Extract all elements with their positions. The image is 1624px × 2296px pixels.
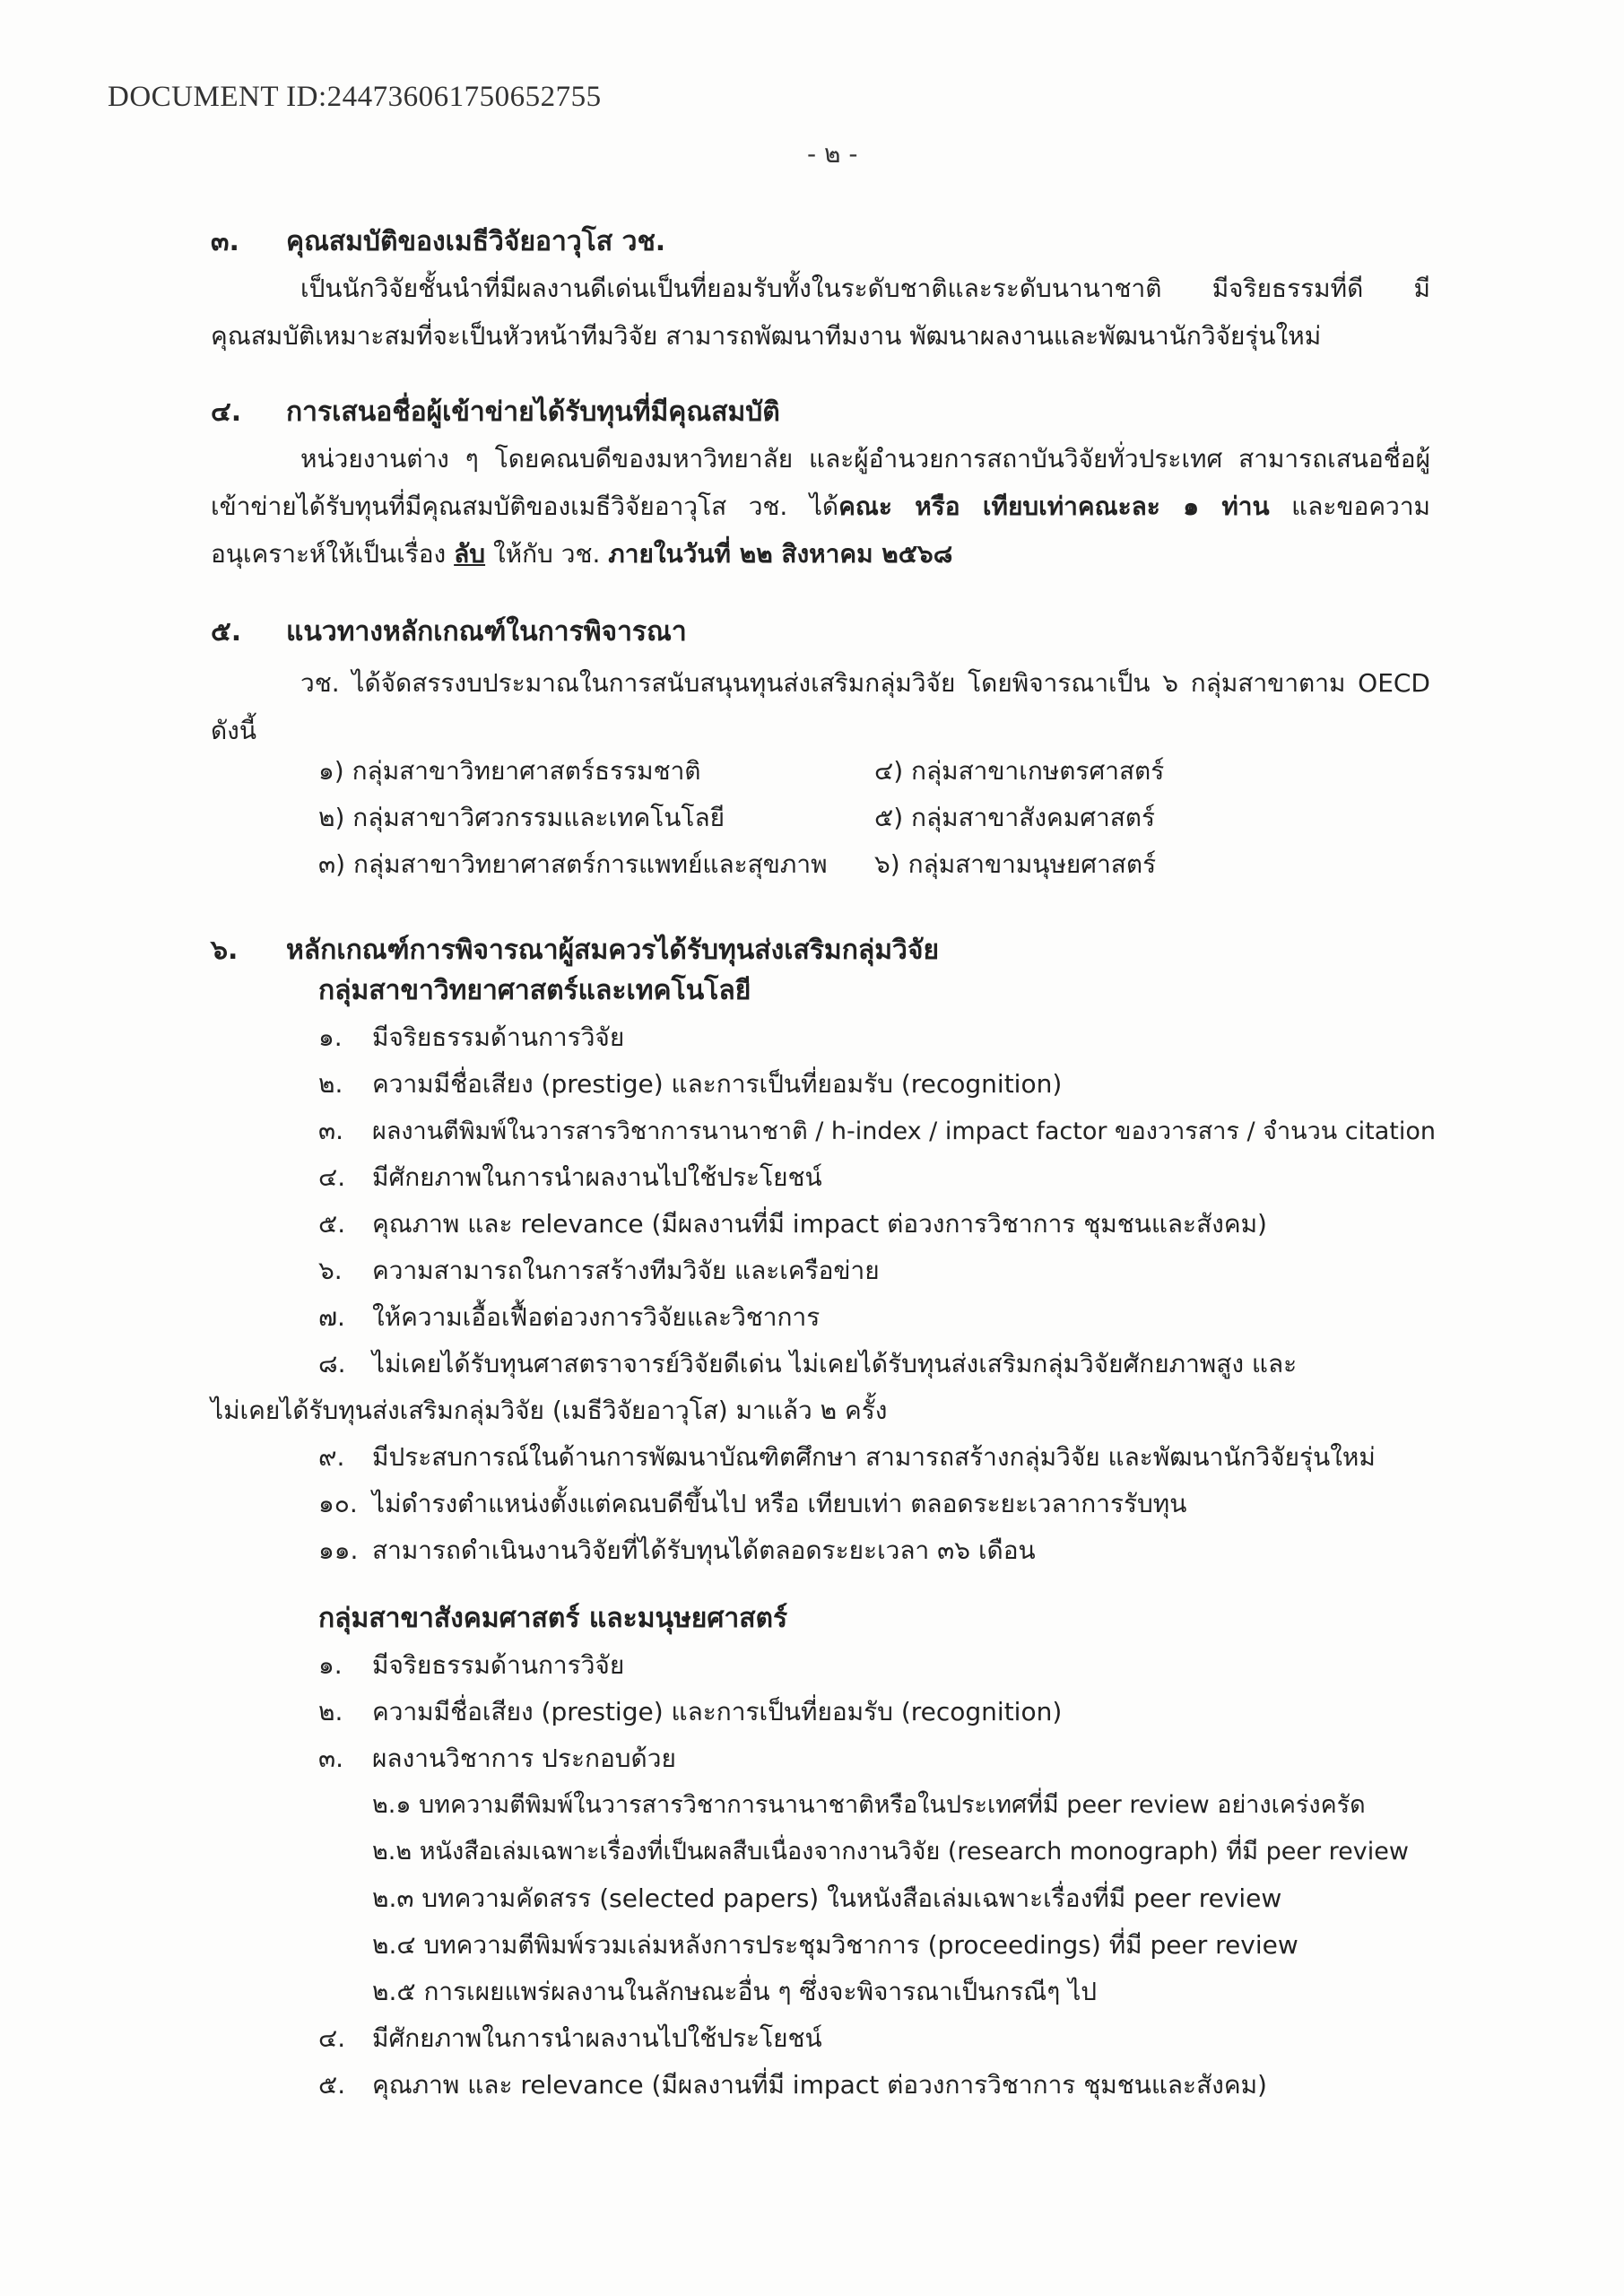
confidential-text: ลับ [454,539,486,569]
criteria-item: ๘. ไม่เคยได้รับทุนศาสตราจารย์วิจัยดีเด่น ไม่เคยได้รับทุนส่งเสริมกลุ่มวิจัยศักยภาพสูง และ [318,1349,1298,1378]
criteria-subitem: ๒.๕ การเผยแพร่ผลงานในลักษณะอื่น ๆ ซึ่งจะพิจารณาเป็นกรณีๆ ไป [372,1977,1098,2006]
field-group: ๖) กลุ่มสาขามนุษยศาสตร์ [874,849,1157,879]
page-number: - ๒ - [807,139,858,169]
section-number: ๕. [211,616,242,648]
criteria-subitem: ๒.๒ หนังสือเล่มเฉพาะเรื่องที่เป็นผลสืบเนื่องจากงานวิจัย (research monograph) ที่มี peer review [372,1838,1409,1866]
field-group: ๒) กลุ่มสาขาวิศวกรรมและเทคโนโลยี [318,803,725,832]
field-group: ๕) กลุ่มสาขาสังคมศาสตร์ [874,803,1156,832]
criteria-item: ๖. ความสามารถในการสร้างทีมวิจัย และเครือข่าย [318,1256,880,1285]
soc-group-title: กลุ่มสาขาสังคมศาสตร์ และมนุษยศาสตร์ [318,1603,788,1634]
field-group: ๑) กลุ่มสาขาวิทยาศาสตร์ธรรมชาติ [318,756,701,786]
section-title: หลักเกณฑ์การพิจารณาผู้สมควรได้รับทุนส่งเสริมกลุ่มวิจัย [286,935,940,966]
deadline-text: ภายในวันที่ ๒๒ สิงหาคม ๒๕๖๘ [608,539,953,569]
section-3-body: เป็นนักวิจัยชั้นนำที่มีผลงานดีเด่นเป็นที่ยอมรับทั้งในระดับชาติและระดับนานาชาติ มีจริยธรรมที่ดี มีคุณสมบัติเหมาะสมที่จะเป็นหัวหน้าทีมวิจัย สามารถพัฒนาทีมงาน พัฒนาผลงานและพัฒนานักวิจัยรุ่นใหม่ [211,274,1430,351]
section-title: แนวทางหลักเกณฑ์ในการพิจารณา [286,616,687,648]
section-title: การเสนอชื่อผู้เข้าข่ายได้รับทุนที่มีคุณสมบัติ [286,396,780,428]
criteria-item: ๓. ผลงานวิชาการ ประกอบด้วย [318,1744,676,1773]
criteria-item: ๙. มีประสบการณ์ในด้านการพัฒนาบัณฑิตศึกษา สามารถสร้างกลุ่มวิจัย และพัฒนานักวิจัยรุ่นใหม่ [318,1442,1376,1472]
body-text: หน่วยงานต่าง ๆ โดยคณบดีของมหาวิทยาลัย และผู้อำนวยการสถาบันวิจัยทั่วประเทศ สามารถเสนอชื่อผู้เข้าข่ายได้รับทุนที่มีคุณสมบัติของเมธีวิจัยอาวุโส วช. ได้ [211,444,1430,521]
sci-group-title: กลุ่มสาขาวิทยาศาสตร์และเทคโนโลยี [318,975,751,1006]
section-5-heading [211,614,687,650]
field-group: ๓) กลุ่มสาขาวิทยาศาสตร์การแพทย์และสุขภาพ [318,849,828,879]
criteria-subitem: ๒.๔ บทความตีพิมพ์รวมเล่มหลังการประชุมวิชาการ (proceedings) ที่มี peer review [372,1930,1298,1960]
criteria-item: ๑๑. สามารถดำเนินงานวิจัยที่ได้รับทุนได้ตลอดระยะเวลา ๓๖ เดือน [318,1535,1036,1565]
criteria-subitem: ๒.๑ บทความตีพิมพ์ในวารสารวิชาการนานาชาติหรือในประเทศที่มี peer review อย่างเคร่งครัด [372,1791,1366,1819]
criteria-item: ๒. ความมีชื่อเสียง (prestige) และการเป็นที่ยอมรับ (recognition) [318,1069,1063,1099]
criteria-item: ๔. มีศักยภาพในการนำผลงานไปใช้ประโยชน์ [318,1162,822,1192]
section-4-body [211,435,1430,578]
criteria-item: ๒. ความมีชื่อเสียง (prestige) และการเป็นที่ยอมรับ (recognition) [318,1697,1063,1726]
section-number: ๔. [211,396,242,428]
document-id: DOCUMENT ID:244736061750652755 [108,81,602,113]
section-number: ๓. [211,226,239,257]
criteria-item: ๗. ให้ความเอื้อเฟื้อต่อวงการวิจัยและวิชาการ [318,1302,821,1332]
criteria-item: ๑. มีจริยธรรมด้านการวิจัย [318,1650,625,1680]
field-group: ๔) กลุ่มสาขาเกษตรศาสตร์ [874,756,1165,786]
criteria-item-continued: ไม่เคยได้รับทุนส่งเสริมกลุ่มวิจัย (เมธีวิจัยอาวุโส) มาแล้ว ๒ ครั้ง [211,1396,888,1425]
section-4-heading [211,395,780,430]
section-3-heading [211,224,665,260]
section-6-heading [211,933,939,969]
body-text: และขอความอนุเคราะห์ให้เป็นเรื่อง [211,491,1431,569]
body-bold-text: คณะ หรือ เทียบเท่าคณะละ ๑ ท่าน [838,491,1270,521]
criteria-item: ๑๐. ไม่ดำรงตำแหน่งตั้งแต่คณบดีขึ้นไป หรือ เทียบเท่า ตลอดระยะเวลาการรับทุน [318,1489,1187,1518]
criteria-item: ๕. คุณภาพ และ relevance (มีผลงานที่มี impact ต่อวงการวิชาการ ชุมชนและสังคม) [318,1209,1267,1239]
criteria-subitem: ๒.๓ บทความคัดสรร (selected papers) ในหนังสือเล่มเฉพาะเรื่องที่มี peer review [372,1883,1282,1913]
body-text: ให้กับ วช. [485,539,609,569]
section-number: ๖. [211,935,239,966]
criteria-item: ๓. ผลงานตีพิมพ์ในวารสารวิชาการนานาชาติ / h-index / impact factor ของวารสาร / จำนวน citation [318,1116,1436,1145]
section-5-body: วช. ได้จัดสรรงบประมาณในการสนับสนุนทุนส่งเสริมกลุ่มวิจัย โดยพิจารณาเป็น ๖ กลุ่มสาขาตาม OECD ดังนี้ [211,668,1430,745]
section-title: คุณสมบัติของเมธีวิจัยอาวุโส วช. [286,226,666,257]
criteria-item: ๔. มีศักยภาพในการนำผลงานไปใช้ประโยชน์ [318,2023,822,2053]
criteria-item: ๑. มีจริยธรรมด้านการวิจัย [318,1022,625,1052]
criteria-item: ๕. คุณภาพ และ relevance (มีผลงานที่มี impact ต่อวงการวิชาการ ชุมชนและสังคม) [318,2070,1267,2100]
